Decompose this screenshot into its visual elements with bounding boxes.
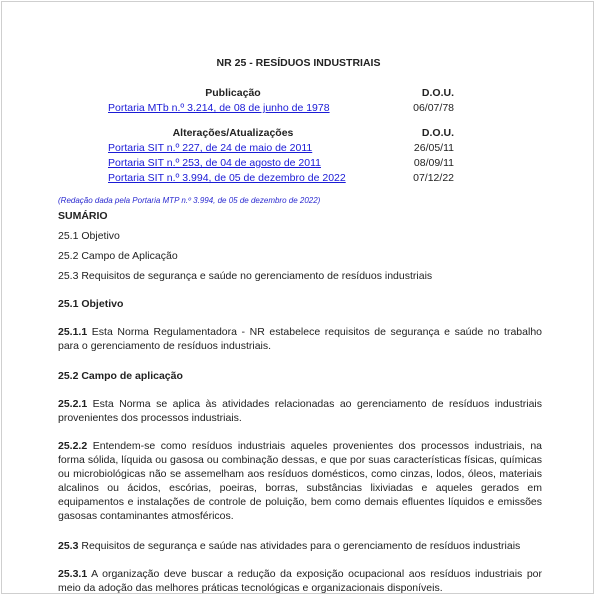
clause-number: 25.3.1 bbox=[58, 568, 88, 580]
page-title: NR 25 - RESÍDUOS INDUSTRIAIS bbox=[216, 57, 381, 69]
paragraph-text: Entendem-se como resíduos industriais aqueles provenientes dos processos industriais, na bbox=[92, 440, 542, 452]
alteracoes-header: Alterações/Atualizações bbox=[172, 127, 294, 139]
paragraph-text: Esta Norma Regulamentadora - NR estabelece requisitos de segurança e saúde no trabalho bbox=[91, 326, 542, 338]
publicacao-row bbox=[108, 101, 454, 116]
clause-number: 25.2.2 bbox=[58, 440, 88, 452]
portaria-link[interactable]: Portaria SIT n.º 253, de 04 de agosto de 2011 bbox=[108, 157, 322, 169]
alteracoes-dou-header: D.O.U. bbox=[421, 127, 454, 139]
dou-date: 26/05/11 bbox=[413, 142, 454, 154]
publicacao-table bbox=[108, 86, 454, 116]
paragraph-text: A organização deve buscar a redução da exposição ocupacional aos resíduos industriais por bbox=[91, 568, 542, 580]
sumario-item: 25.2 Campo de Aplicação bbox=[58, 250, 178, 262]
sumario-heading: SUMÁRIO bbox=[58, 210, 108, 222]
alteracoes-header-row bbox=[108, 126, 454, 141]
paragraph-text: gasosas contaminantes atmosféricos. bbox=[58, 510, 234, 522]
sumario-item: 25.1 Objetivo bbox=[58, 230, 120, 242]
paragraph-text: alcalinos ou ácidos, escórias, poeiras, borras, substâncias lixiviadas e aqueles gerados em bbox=[58, 482, 542, 494]
paragraph-25-1-1 bbox=[58, 325, 542, 353]
paragraph-text: Esta Norma se aplica às atividades relacionadas ao gerenciamento de resíduos industriais bbox=[92, 398, 543, 410]
paragraph-text: provenientes dos processos industriais. bbox=[58, 412, 242, 424]
paragraph-text: ou microbiológicas não se assemelham aos resíduos domésticos, como cinzas, lodos, óleos, materiais bbox=[58, 468, 542, 480]
alteracoes-row bbox=[108, 156, 454, 171]
publicacao-header-row bbox=[108, 86, 454, 101]
dou-date: 06/07/78 bbox=[413, 102, 454, 114]
paragraph-text: equipamentos e instalações de controle de poluição, bem como demais efluentes líquidos e emissões bbox=[58, 496, 542, 508]
sumario-item: 25.3 Requisitos de segurança e saúde no gerenciamento de resíduos industriais bbox=[58, 270, 433, 282]
section-heading-text: Requisitos de segurança e saúde nas atividades para o gerenciamento de resíduos industriais bbox=[81, 540, 521, 552]
document-page bbox=[1, 1, 594, 594]
dou-date: 08/09/11 bbox=[413, 157, 454, 169]
clause-number: 25.2.1 bbox=[58, 398, 88, 410]
alteracoes-row bbox=[108, 171, 454, 186]
portaria-link[interactable]: Portaria SIT n.º 3.994, de 05 de dezembro de 2022 bbox=[108, 172, 346, 184]
paragraph-text: forma sólida, líquida ou gasosa ou combinação dessas, e que por suas características físicas, químicas bbox=[58, 454, 542, 466]
publicacao-dou-header: D.O.U. bbox=[421, 87, 454, 99]
dou-date: 07/12/22 bbox=[413, 172, 454, 184]
paragraph-25-3-1 bbox=[58, 567, 542, 594]
paragraph-25-2-1 bbox=[58, 397, 542, 425]
alteracoes-row bbox=[108, 141, 454, 156]
portaria-link[interactable]: Portaria SIT n.º 227, de 24 de maio de 2011 bbox=[108, 142, 313, 154]
section-number: 25.3 bbox=[58, 540, 79, 552]
alteracoes-table bbox=[108, 126, 454, 186]
publicacao-header: Publicação bbox=[205, 87, 261, 99]
section-heading bbox=[58, 539, 542, 553]
paragraph-text: meio da adoção das melhores práticas tecnológicas e organizacionais disponíveis. bbox=[58, 582, 443, 594]
portaria-link[interactable]: Portaria MTb n.º 3.214, de 08 de junho de 1978 bbox=[108, 102, 330, 114]
redacao-note: (Redação dada pela Portaria MTP n.º 3.994, de 05 de dezembro de 2022) bbox=[58, 196, 321, 205]
section-heading: 25.1 Objetivo bbox=[58, 298, 124, 310]
paragraph-text: para o gerenciamento de resíduos industriais. bbox=[58, 340, 272, 352]
clause-number: 25.1.1 bbox=[58, 326, 88, 338]
section-heading: 25.2 Campo de aplicação bbox=[58, 370, 183, 382]
paragraph-25-2-2 bbox=[58, 439, 542, 523]
